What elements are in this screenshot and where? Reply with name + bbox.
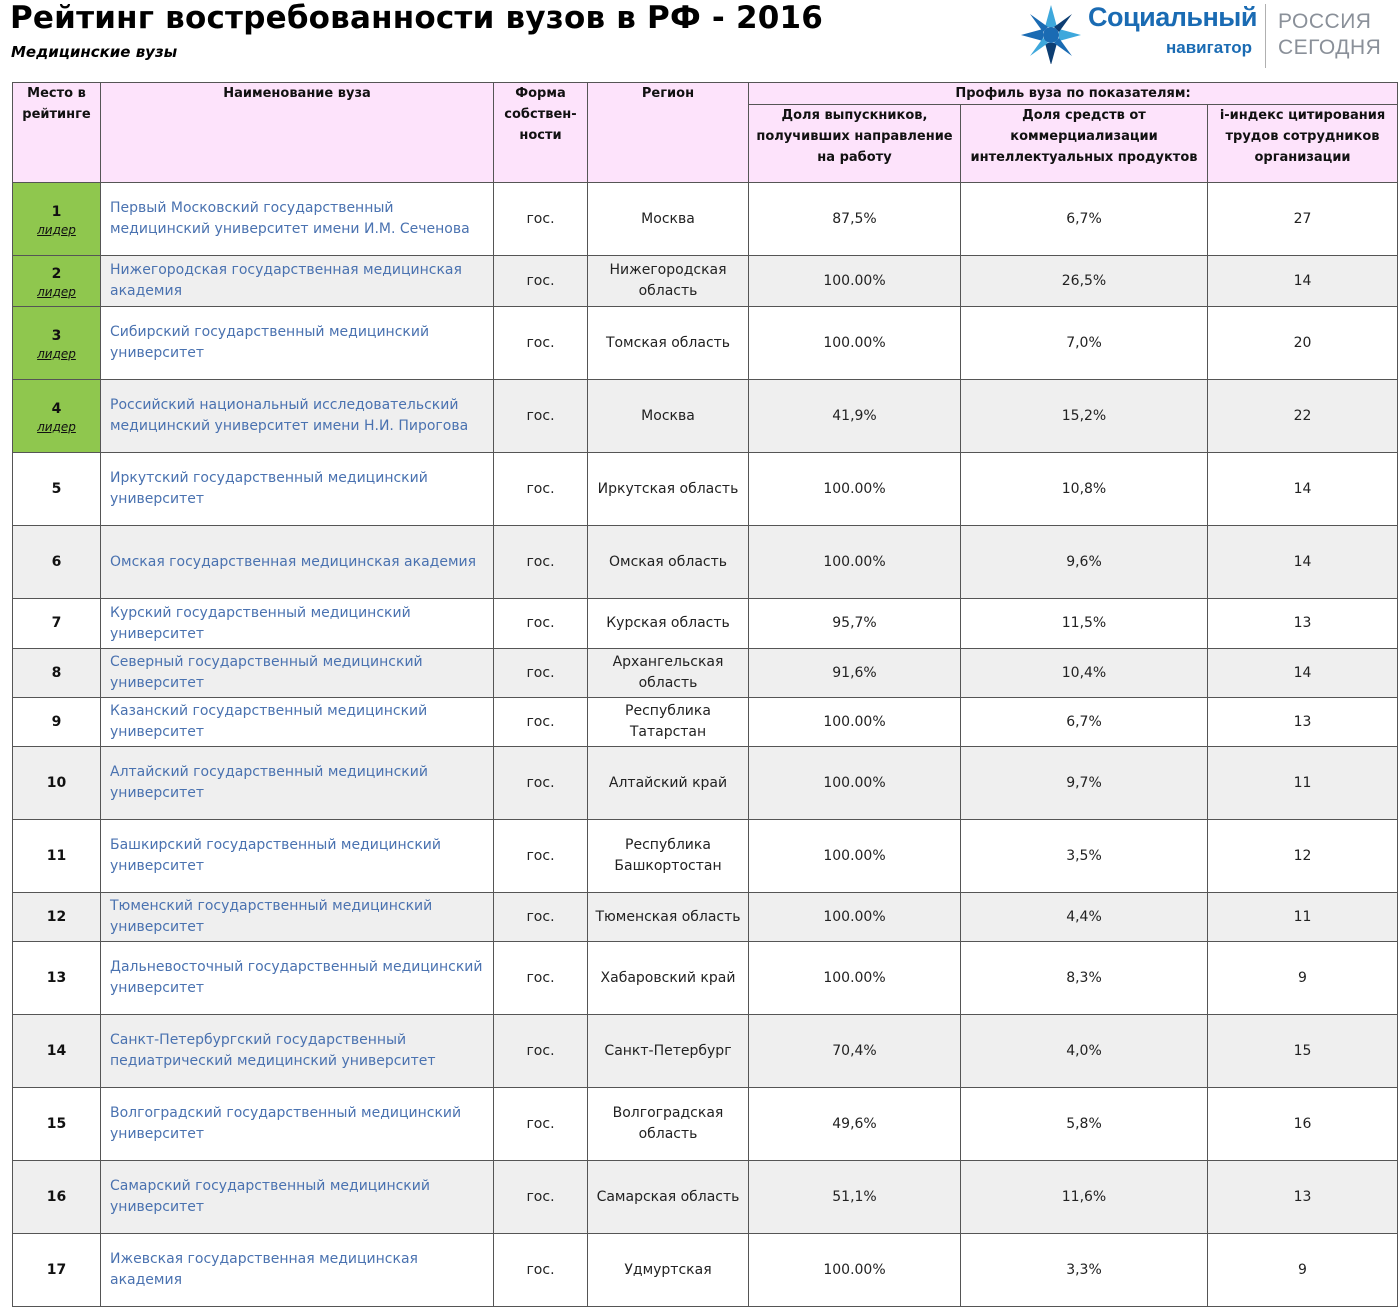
commercial-cell: 3,5% (961, 820, 1208, 893)
rank-cell (13, 942, 101, 1015)
university-name: Алтайский государственный медицинский университет (101, 747, 494, 820)
rank-cell (13, 1234, 101, 1307)
employment-cell: 95,7% (749, 599, 961, 649)
citation-cell: 14 (1208, 649, 1398, 698)
commercial-cell: 11,6% (961, 1161, 1208, 1234)
rank-cell (13, 307, 101, 380)
employment-cell: 70,4% (749, 1015, 961, 1088)
university-name: Иркутский государственный медицинский университет (101, 453, 494, 526)
ownership-cell: гос. (494, 183, 588, 256)
rank-cell (13, 698, 101, 747)
logo-title: Социальный (1088, 2, 1257, 32)
region-cell: Томская область (588, 307, 749, 380)
table-row (13, 820, 1398, 893)
rank-number: 11 (46, 847, 67, 864)
employment-cell: 91,6% (749, 649, 961, 698)
col-header-rank: Место в рейтинге (13, 83, 101, 183)
col-header-ownership: Форма собствен-ности (494, 83, 588, 183)
citation-cell: 13 (1208, 698, 1398, 747)
university-name: Тюменский государственный медицинский университет (101, 893, 494, 942)
rank-number: 1 (51, 203, 62, 220)
region-cell: Москва (588, 183, 749, 256)
employment-cell: 51,1% (749, 1161, 961, 1234)
region-cell: Архангельская область (588, 649, 749, 698)
table-row (13, 1234, 1398, 1307)
star-burst-icon (1020, 2, 1082, 64)
table-row (13, 649, 1398, 698)
commercial-cell: 10,8% (961, 453, 1208, 526)
col-header-commercial: Доля средств от коммерциализации интеллектуальных продуктов (961, 105, 1208, 183)
region-cell: Курская область (588, 599, 749, 649)
employment-cell: 100.00% (749, 256, 961, 307)
commercial-cell: 6,7% (961, 183, 1208, 256)
ownership-cell: гос. (494, 747, 588, 820)
region-cell: Хабаровский край (588, 942, 749, 1015)
rank-number: 5 (51, 480, 62, 497)
rank-number: 14 (46, 1042, 67, 1059)
brand-line-1: РОССИЯ (1278, 10, 1372, 33)
rank-cell (13, 599, 101, 649)
university-name: Курский государственный медицинский университет (101, 599, 494, 649)
rank-number: 15 (46, 1115, 67, 1132)
table-row (13, 526, 1398, 599)
rank-cell (13, 183, 101, 256)
employment-cell: 100.00% (749, 747, 961, 820)
commercial-cell: 6,7% (961, 698, 1208, 747)
rank-cell (13, 453, 101, 526)
page-header (0, 0, 1399, 80)
leader-badge: лидер (37, 284, 76, 299)
table-row (13, 307, 1398, 380)
rank-number: 2 (51, 265, 62, 282)
ownership-cell: гос. (494, 942, 588, 1015)
commercial-cell: 5,8% (961, 1088, 1208, 1161)
table-row (13, 1015, 1398, 1088)
region-cell: Санкт-Петербург (588, 1015, 749, 1088)
page-title: Рейтинг востребованности вузов в РФ - 2016 (10, 0, 824, 36)
table-body (13, 183, 1398, 1307)
commercial-cell: 26,5% (961, 256, 1208, 307)
rank-number: 10 (46, 774, 67, 791)
rank-cell (13, 256, 101, 307)
ownership-cell: гос. (494, 649, 588, 698)
ownership-cell: гос. (494, 380, 588, 453)
table-row (13, 256, 1398, 307)
region-cell: Республика Татарстан (588, 698, 749, 747)
rank-number: 8 (51, 664, 62, 681)
commercial-cell: 4,0% (961, 1015, 1208, 1088)
table-row (13, 942, 1398, 1015)
logo-subtitle: навигатор (1166, 38, 1253, 57)
citation-cell: 27 (1208, 183, 1398, 256)
ownership-cell: гос. (494, 1015, 588, 1088)
university-name: Северный государственный медицинский университет (101, 649, 494, 698)
rank-cell (13, 1088, 101, 1161)
table-row (13, 893, 1398, 942)
table-row (13, 380, 1398, 453)
citation-cell: 9 (1208, 1234, 1398, 1307)
region-cell: Москва (588, 380, 749, 453)
table-row (13, 183, 1398, 256)
table-row (13, 1088, 1398, 1161)
leader-badge: лидер (37, 419, 76, 434)
employment-cell: 41,9% (749, 380, 961, 453)
rank-cell (13, 893, 101, 942)
rank-number: 13 (46, 969, 67, 986)
rank-number: 3 (51, 327, 62, 344)
commercial-cell: 4,4% (961, 893, 1208, 942)
leader-badge: лидер (37, 346, 76, 361)
university-name: Первый Московский государственный медицинский университет имени И.М. Сеченова (101, 183, 494, 256)
region-cell: Омская область (588, 526, 749, 599)
commercial-cell: 15,2% (961, 380, 1208, 453)
citation-cell: 20 (1208, 307, 1398, 380)
rank-number: 7 (51, 615, 62, 631)
employment-cell: 100.00% (749, 820, 961, 893)
rank-cell (13, 820, 101, 893)
rank-number: 17 (46, 1261, 67, 1278)
employment-cell: 100.00% (749, 698, 961, 747)
ownership-cell: гос. (494, 453, 588, 526)
ownership-cell: гос. (494, 307, 588, 380)
commercial-cell: 7,0% (961, 307, 1208, 380)
citation-cell: 14 (1208, 526, 1398, 599)
university-name: Омская государственная медицинская академия (101, 526, 494, 599)
citation-cell: 16 (1208, 1088, 1398, 1161)
region-cell: Тюменская область (588, 893, 749, 942)
ownership-cell: гос. (494, 256, 588, 307)
rank-number: 16 (46, 1188, 67, 1205)
citation-cell: 14 (1208, 256, 1398, 307)
commercial-cell: 9,7% (961, 747, 1208, 820)
rating-table (12, 82, 1398, 1307)
col-header-name: Наименование вуза (101, 83, 494, 183)
ownership-cell: гос. (494, 599, 588, 649)
ownership-cell: гос. (494, 1234, 588, 1307)
citation-cell: 11 (1208, 893, 1398, 942)
citation-cell: 12 (1208, 820, 1398, 893)
employment-cell: 100.00% (749, 1234, 961, 1307)
university-name: Казанский государственный медицинский университет (101, 698, 494, 747)
university-name: Дальневосточный государственный медицинский университет (101, 942, 494, 1015)
region-cell: Самарская область (588, 1161, 749, 1234)
leader-badge: лидер (37, 222, 76, 237)
university-name: Нижегородская государственная медицинская академия (101, 256, 494, 307)
commercial-cell: 11,5% (961, 599, 1208, 649)
logo-divider (1265, 4, 1266, 68)
citation-cell: 11 (1208, 747, 1398, 820)
col-header-citation: i-индекс цитирования трудов сотрудников организации (1208, 105, 1398, 183)
brand-line-2: СЕГОДНЯ (1278, 36, 1382, 59)
employment-cell: 100.00% (749, 453, 961, 526)
col-header-profile: Профиль вуза по показателям: (749, 83, 1398, 105)
citation-cell: 9 (1208, 942, 1398, 1015)
employment-cell: 100.00% (749, 526, 961, 599)
citation-cell: 13 (1208, 599, 1398, 649)
region-cell: Нижегородская область (588, 256, 749, 307)
ownership-cell: гос. (494, 526, 588, 599)
rank-cell (13, 526, 101, 599)
ownership-cell: гос. (494, 698, 588, 747)
rank-cell (13, 649, 101, 698)
university-name: Самарский государственный медицинский университет (101, 1161, 494, 1234)
logo (1018, 0, 1388, 72)
commercial-cell: 8,3% (961, 942, 1208, 1015)
region-cell: Удмуртская (588, 1234, 749, 1307)
university-name: Сибирский государственный медицинский университет (101, 307, 494, 380)
ownership-cell: гос. (494, 1088, 588, 1161)
rank-cell (13, 380, 101, 453)
employment-cell: 100.00% (749, 893, 961, 942)
employment-cell: 100.00% (749, 307, 961, 380)
employment-cell: 87,5% (749, 183, 961, 256)
table-row (13, 1161, 1398, 1234)
col-header-employment: Доля выпускников, получивших направление на работу (749, 105, 961, 183)
citation-cell: 15 (1208, 1015, 1398, 1088)
university-name: Российский национальный исследовательский медицинский университет имени Н.И. Пирогова (101, 380, 494, 453)
rank-number: 4 (51, 400, 62, 417)
ownership-cell: гос. (494, 820, 588, 893)
col-header-region: Регион (588, 83, 749, 183)
rank-number: 12 (46, 908, 67, 925)
ownership-cell: гос. (494, 1161, 588, 1234)
table-row (13, 453, 1398, 526)
employment-cell: 100.00% (749, 942, 961, 1015)
table-row (13, 698, 1398, 747)
university-name: Башкирский государственный медицинский университет (101, 820, 494, 893)
table-row (13, 747, 1398, 820)
region-cell: Волгоградская область (588, 1088, 749, 1161)
university-name: Волгоградский государственный медицинский университет (101, 1088, 494, 1161)
region-cell: Алтайский край (588, 747, 749, 820)
citation-cell: 22 (1208, 380, 1398, 453)
commercial-cell: 9,6% (961, 526, 1208, 599)
rank-number: 6 (51, 553, 62, 570)
table-row (13, 599, 1398, 649)
commercial-cell: 3,3% (961, 1234, 1208, 1307)
rank-cell (13, 1015, 101, 1088)
commercial-cell: 10,4% (961, 649, 1208, 698)
citation-cell: 14 (1208, 453, 1398, 526)
university-name: Санкт-Петербургский государственный педиатрический медицинский университет (101, 1015, 494, 1088)
citation-cell: 13 (1208, 1161, 1398, 1234)
university-name: Ижевская государственная медицинская академия (101, 1234, 494, 1307)
rank-number: 9 (51, 713, 62, 730)
ownership-cell: гос. (494, 893, 588, 942)
rank-cell (13, 747, 101, 820)
region-cell: Республика Башкортостан (588, 820, 749, 893)
rank-cell (13, 1161, 101, 1234)
employment-cell: 49,6% (749, 1088, 961, 1161)
page-subtitle: Медицинские вузы (11, 43, 178, 61)
region-cell: Иркутская область (588, 453, 749, 526)
